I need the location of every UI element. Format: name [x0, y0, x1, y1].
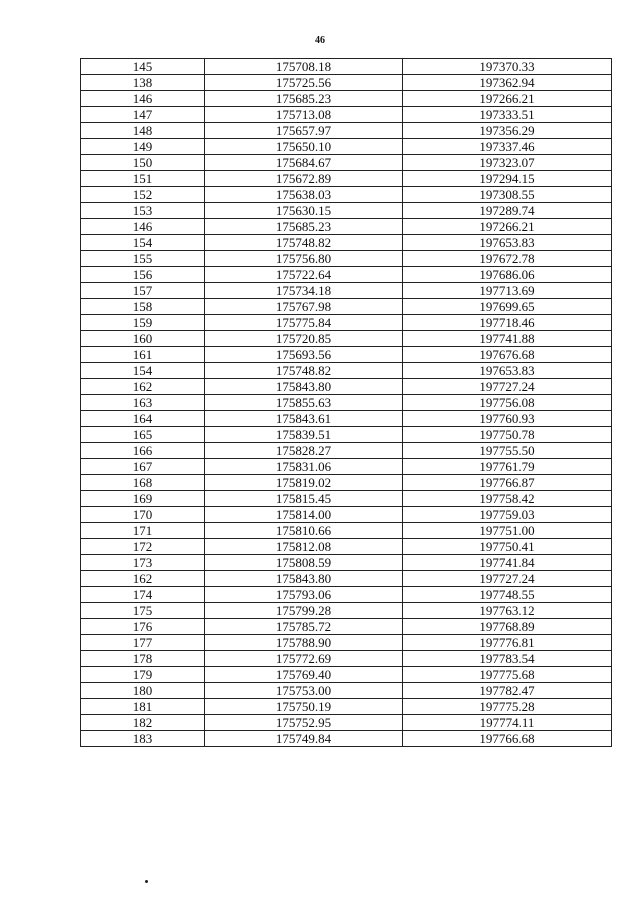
y-coordinate-cell: 197741.84: [403, 555, 612, 571]
point-number-cell: 150: [81, 155, 205, 171]
table-row: [81, 667, 612, 683]
table-row: [81, 683, 612, 699]
x-coordinate-cell: 175788.90: [205, 635, 403, 651]
point-number-cell: 183: [81, 731, 205, 747]
x-coordinate-cell: 175630.15: [205, 203, 403, 219]
y-coordinate-cell: 197756.08: [403, 395, 612, 411]
x-coordinate-cell: 175855.63: [205, 395, 403, 411]
x-coordinate-cell: 175752.95: [205, 715, 403, 731]
x-coordinate-cell: 175843.80: [205, 379, 403, 395]
point-number-cell: 165: [81, 427, 205, 443]
y-coordinate-cell: 197768.89: [403, 619, 612, 635]
table-row: [81, 619, 612, 635]
table-row: [81, 395, 612, 411]
y-coordinate-cell: 197775.28: [403, 699, 612, 715]
y-coordinate-cell: 197323.07: [403, 155, 612, 171]
table-row: [81, 283, 612, 299]
table-row: [81, 331, 612, 347]
y-coordinate-cell: 197761.79: [403, 459, 612, 475]
point-number-cell: 171: [81, 523, 205, 539]
x-coordinate-cell: 175657.97: [205, 123, 403, 139]
x-coordinate-cell: 175750.19: [205, 699, 403, 715]
x-coordinate-cell: 175638.03: [205, 187, 403, 203]
y-coordinate-cell: 197266.21: [403, 219, 612, 235]
x-coordinate-cell: 175843.80: [205, 571, 403, 587]
table-row: [81, 91, 612, 107]
x-coordinate-cell: 175767.98: [205, 299, 403, 315]
table-row: [81, 731, 612, 747]
point-number-cell: 164: [81, 411, 205, 427]
x-coordinate-cell: 175685.23: [205, 91, 403, 107]
y-coordinate-cell: 197356.29: [403, 123, 612, 139]
table-row: [81, 171, 612, 187]
x-coordinate-cell: 175713.08: [205, 107, 403, 123]
y-coordinate-cell: 197653.83: [403, 235, 612, 251]
x-coordinate-cell: 175799.28: [205, 603, 403, 619]
x-coordinate-cell: 175814.00: [205, 507, 403, 523]
x-coordinate-cell: 175812.08: [205, 539, 403, 555]
point-number-cell: 180: [81, 683, 205, 699]
x-coordinate-cell: 175828.27: [205, 443, 403, 459]
x-coordinate-cell: 175785.72: [205, 619, 403, 635]
y-coordinate-cell: 197776.81: [403, 635, 612, 651]
y-coordinate-cell: 197766.68: [403, 731, 612, 747]
point-number-cell: 168: [81, 475, 205, 491]
point-number-cell: 170: [81, 507, 205, 523]
y-coordinate-cell: 197333.51: [403, 107, 612, 123]
y-coordinate-cell: 197713.69: [403, 283, 612, 299]
table-row: [81, 539, 612, 555]
y-coordinate-cell: 197760.93: [403, 411, 612, 427]
point-number-cell: 138: [81, 75, 205, 91]
y-coordinate-cell: 197766.87: [403, 475, 612, 491]
table-row: [81, 219, 612, 235]
table-row: [81, 587, 612, 603]
x-coordinate-cell: 175843.61: [205, 411, 403, 427]
point-number-cell: 166: [81, 443, 205, 459]
x-coordinate-cell: 175725.56: [205, 75, 403, 91]
y-coordinate-cell: 197748.55: [403, 587, 612, 603]
table-row: [81, 59, 612, 75]
table-row: [81, 251, 612, 267]
y-coordinate-cell: 197751.00: [403, 523, 612, 539]
x-coordinate-cell: 175693.56: [205, 347, 403, 363]
x-coordinate-cell: 175748.82: [205, 363, 403, 379]
y-coordinate-cell: 197755.50: [403, 443, 612, 459]
point-number-cell: 151: [81, 171, 205, 187]
page-number: 46: [315, 35, 325, 46]
x-coordinate-cell: 175734.18: [205, 283, 403, 299]
y-coordinate-cell: 197686.06: [403, 267, 612, 283]
table-row: [81, 491, 612, 507]
table-row: [81, 187, 612, 203]
point-number-cell: 156: [81, 267, 205, 283]
point-number-cell: 152: [81, 187, 205, 203]
x-coordinate-cell: 175808.59: [205, 555, 403, 571]
y-coordinate-cell: 197718.46: [403, 315, 612, 331]
table-row: [81, 699, 612, 715]
y-coordinate-cell: 197699.65: [403, 299, 612, 315]
x-coordinate-cell: 175831.06: [205, 459, 403, 475]
point-number-cell: 147: [81, 107, 205, 123]
table-row: [81, 427, 612, 443]
point-number-cell: 172: [81, 539, 205, 555]
y-coordinate-cell: 197727.24: [403, 571, 612, 587]
x-coordinate-cell: 175708.18: [205, 59, 403, 75]
point-number-cell: 145: [81, 59, 205, 75]
point-number-cell: 154: [81, 363, 205, 379]
table-row: [81, 155, 612, 171]
y-coordinate-cell: 197676.68: [403, 347, 612, 363]
y-coordinate-cell: 197750.41: [403, 539, 612, 555]
y-coordinate-cell: 197266.21: [403, 91, 612, 107]
x-coordinate-cell: 175650.10: [205, 139, 403, 155]
point-number-cell: 179: [81, 667, 205, 683]
point-number-cell: 176: [81, 619, 205, 635]
table-row: [81, 299, 612, 315]
y-coordinate-cell: 197758.42: [403, 491, 612, 507]
point-number-cell: 167: [81, 459, 205, 475]
point-number-cell: 173: [81, 555, 205, 571]
point-number-cell: 157: [81, 283, 205, 299]
x-coordinate-cell: 175810.66: [205, 523, 403, 539]
table-row: [81, 715, 612, 731]
point-number-cell: 175: [81, 603, 205, 619]
table-row: [81, 635, 612, 651]
x-coordinate-cell: 175769.40: [205, 667, 403, 683]
point-number-cell: 161: [81, 347, 205, 363]
table-row: [81, 203, 612, 219]
table-row: [81, 507, 612, 523]
table-row: [81, 555, 612, 571]
point-number-cell: 148: [81, 123, 205, 139]
table-row: [81, 651, 612, 667]
point-number-cell: 181: [81, 699, 205, 715]
y-coordinate-cell: 197289.74: [403, 203, 612, 219]
x-coordinate-cell: 175775.84: [205, 315, 403, 331]
point-number-cell: 146: [81, 219, 205, 235]
x-coordinate-cell: 175684.67: [205, 155, 403, 171]
y-coordinate-cell: 197653.83: [403, 363, 612, 379]
point-number-cell: 182: [81, 715, 205, 731]
table-row: [81, 315, 612, 331]
y-coordinate-cell: 197672.78: [403, 251, 612, 267]
x-coordinate-cell: 175685.23: [205, 219, 403, 235]
table-row: [81, 347, 612, 363]
point-number-cell: 154: [81, 235, 205, 251]
x-coordinate-cell: 175748.82: [205, 235, 403, 251]
table-row: [81, 75, 612, 91]
x-coordinate-cell: 175753.00: [205, 683, 403, 699]
stray-dot-mark: [145, 880, 148, 883]
y-coordinate-cell: 197362.94: [403, 75, 612, 91]
table-row: [81, 123, 612, 139]
y-coordinate-cell: 197763.12: [403, 603, 612, 619]
table-row: [81, 267, 612, 283]
x-coordinate-cell: 175749.84: [205, 731, 403, 747]
table-row: [81, 411, 612, 427]
x-coordinate-cell: 175839.51: [205, 427, 403, 443]
table-row: [81, 475, 612, 491]
point-number-cell: 146: [81, 91, 205, 107]
point-number-cell: 162: [81, 571, 205, 587]
x-coordinate-cell: 175722.64: [205, 267, 403, 283]
point-number-cell: 160: [81, 331, 205, 347]
y-coordinate-cell: 197759.03: [403, 507, 612, 523]
y-coordinate-cell: 197741.88: [403, 331, 612, 347]
point-number-cell: 174: [81, 587, 205, 603]
table-row: [81, 107, 612, 123]
y-coordinate-cell: 197750.78: [403, 427, 612, 443]
table-row: [81, 443, 612, 459]
coordinates-table: [80, 58, 612, 747]
point-number-cell: 155: [81, 251, 205, 267]
x-coordinate-cell: 175772.69: [205, 651, 403, 667]
x-coordinate-cell: 175672.89: [205, 171, 403, 187]
x-coordinate-cell: 175815.45: [205, 491, 403, 507]
point-number-cell: 177: [81, 635, 205, 651]
point-number-cell: 162: [81, 379, 205, 395]
x-coordinate-cell: 175756.80: [205, 251, 403, 267]
y-coordinate-cell: 197727.24: [403, 379, 612, 395]
y-coordinate-cell: 197308.55: [403, 187, 612, 203]
table-row: [81, 235, 612, 251]
x-coordinate-cell: 175720.85: [205, 331, 403, 347]
y-coordinate-cell: 197370.33: [403, 59, 612, 75]
point-number-cell: 169: [81, 491, 205, 507]
y-coordinate-cell: 197775.68: [403, 667, 612, 683]
point-number-cell: 178: [81, 651, 205, 667]
table-row: [81, 379, 612, 395]
y-coordinate-cell: 197337.46: [403, 139, 612, 155]
y-coordinate-cell: 197783.54: [403, 651, 612, 667]
point-number-cell: 158: [81, 299, 205, 315]
point-number-cell: 159: [81, 315, 205, 331]
x-coordinate-cell: 175819.02: [205, 475, 403, 491]
table-row: [81, 459, 612, 475]
point-number-cell: 149: [81, 139, 205, 155]
coordinates-table-body: [81, 59, 612, 747]
y-coordinate-cell: 197294.15: [403, 171, 612, 187]
point-number-cell: 163: [81, 395, 205, 411]
y-coordinate-cell: 197782.47: [403, 683, 612, 699]
table-row: [81, 363, 612, 379]
table-row: [81, 139, 612, 155]
table-row: [81, 523, 612, 539]
table-row: [81, 571, 612, 587]
x-coordinate-cell: 175793.06: [205, 587, 403, 603]
table-row: [81, 603, 612, 619]
y-coordinate-cell: 197774.11: [403, 715, 612, 731]
point-number-cell: 153: [81, 203, 205, 219]
